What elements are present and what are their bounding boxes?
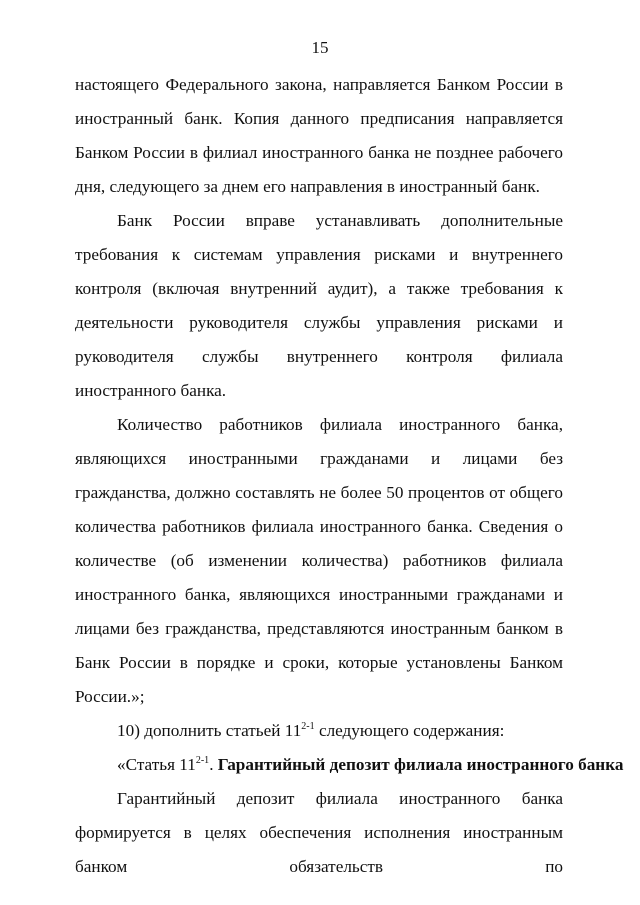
paragraph-employees: Количество работников филиала иностранного банка, являющихся иностранными гражданами и лицами без гражданства, должно составлять не более 50 процентов от общего количества работников филиала иностранного банка. Сведения о количестве (об изменении количества) работников филиала иностранного банка, являющихся иностранными гражданами и лицами без гражданства, представляются иностранным банком в Банк России в порядке и сроки, которые установлены Банком России.»; xyxy=(75,415,563,706)
amendment-item-suffix: следующего содержания: xyxy=(314,721,505,740)
article-title: Гарантийный депозит филиала иностранного банка xyxy=(217,755,624,774)
article-label-prefix: «Статья 11 xyxy=(117,755,196,774)
paragraph-guarantee-deposit: Гарантийный депозит филиала иностранного банка формируется в целях обеспечения исполнения иностранным банком обязательств по xyxy=(75,789,563,876)
article-label-suffix: . xyxy=(209,755,214,774)
amendment-item-superscript: 2-1 xyxy=(301,721,315,732)
paragraph-requirements: Банк России вправе устанавливать дополнительные требования к системам управления рисками и внутреннего контроля (включая внутренний аудит), а также требования к деятельности руководителя службы управления рисками и руководителя службы внутреннего контроля филиала иностранного банка. xyxy=(75,211,563,400)
page-number: 15 xyxy=(311,38,329,57)
amendment-item-10 xyxy=(75,714,563,748)
paragraph-continuation: настоящего Федерального закона, направляется Банком России в иностранный банк. Копия данного предписания направляется Банком России в филиал иностранного банка не позднее рабочего дня, следующего за днем его направления в иностранный банк. xyxy=(75,75,563,196)
article-heading xyxy=(75,748,624,782)
article-label-superscript: 2-1 xyxy=(195,755,210,766)
amendment-item-prefix: 10) дополнить статьей 11 xyxy=(117,721,302,740)
document-body xyxy=(75,68,624,884)
